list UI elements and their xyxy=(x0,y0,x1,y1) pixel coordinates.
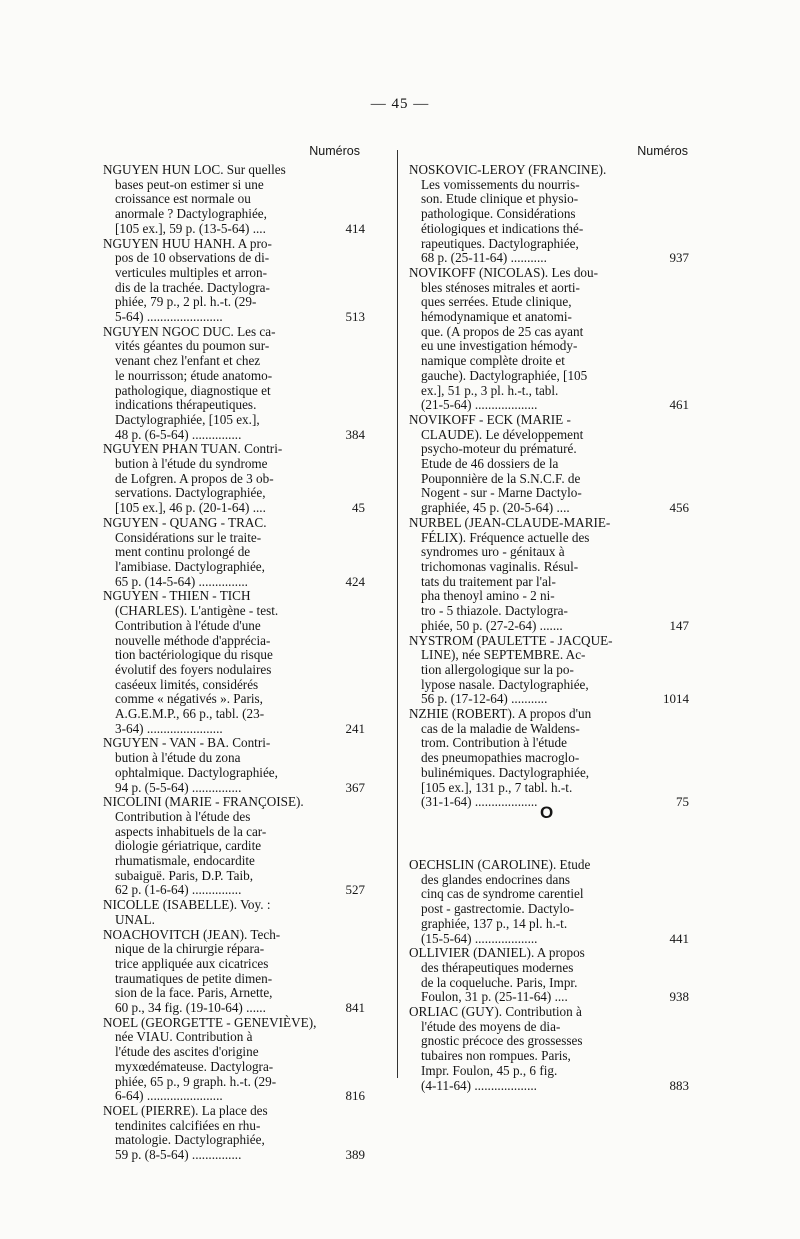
entry-line: CLAUDE). Le développement xyxy=(421,426,584,442)
entry-line: comme « négativés ». Paris, xyxy=(115,691,263,707)
entry-line: rapeutiques. Dactylographiée, xyxy=(421,235,579,251)
entry-line: étiologiques et indications thé- xyxy=(421,220,584,236)
entry-line: NOSKOVIC-LEROY (FRANCINE). xyxy=(409,162,607,177)
entry-line: trichomonas vaginalis. Résul- xyxy=(421,558,579,574)
entry-number: 241 xyxy=(345,720,365,736)
entry-line: [105 ex.], 131 p., 7 tabl. h.-t. xyxy=(421,779,573,795)
entry-line: de Lofgren. A propos de 3 ob- xyxy=(115,470,274,486)
column-header-right: Numéros xyxy=(637,144,688,158)
entry-line: phiée, 79 p., 2 pl. h.-t. (29- xyxy=(115,294,257,310)
section-o-column xyxy=(409,858,689,1093)
entry-line: graphiée, 45 p. (20-5-64) .... xyxy=(421,500,570,516)
bibliography-entry xyxy=(103,514,365,590)
entry-line: de la coqueluche. Paris, Impr. xyxy=(421,974,578,990)
entry-line: gnostic précoce des grossesses xyxy=(421,1033,583,1049)
entry-text xyxy=(409,413,689,516)
entry-line: l'amibiase. Dactylographiée, xyxy=(115,558,265,574)
entry-number: 937 xyxy=(669,250,689,266)
bibliography-entry xyxy=(409,163,689,266)
entry-line: 94 p. (5-5-64) ............... xyxy=(115,779,242,795)
entry-line: 59 p. (8-5-64) ............... xyxy=(115,1147,242,1163)
entry-line: Pouponnière de la S.N.C.F. de xyxy=(421,470,581,486)
entry-line: NZHIE (ROBERT). A propos d'un xyxy=(409,706,592,722)
entry-line: NOEL (PIERRE). La place des xyxy=(103,1103,268,1118)
entry-text xyxy=(103,589,361,736)
entry-line: NGUYEN NGOC DUC. Les ca- xyxy=(103,323,276,339)
entry-line: Etude de 46 dossiers de la xyxy=(421,456,559,472)
entry-line: des thérapeutiques modernes xyxy=(421,959,574,975)
entry-text xyxy=(409,1005,689,1093)
entry-line: croissance est normale ou xyxy=(115,191,251,207)
column-divider xyxy=(397,150,398,1078)
entry-line: évolutif des foyers nodulaires xyxy=(115,661,272,677)
entry-line: Contribution à l'étude des xyxy=(115,808,251,824)
entry-line: NGUYEN HUN LOC. Sur quelles xyxy=(103,162,286,177)
bibliography-entry xyxy=(103,588,365,736)
entry-number: 367 xyxy=(345,779,365,795)
entry-text xyxy=(409,946,689,1005)
entry-line: NOACHOVITCH (JEAN). Tech- xyxy=(103,926,281,942)
entry-line: nouvelle méthode d'apprécia- xyxy=(115,632,271,648)
entry-text xyxy=(409,163,689,266)
entry-line: trice appliquée aux cicatrices xyxy=(115,955,269,971)
entry-number: 527 xyxy=(345,882,365,898)
entry-line: NGUYEN PHAN TUAN. Contri- xyxy=(103,441,283,457)
entry-line: 65 p. (14-5-64) ............... xyxy=(115,573,248,589)
entry-line: NOVIKOFF (NICOLAS). Les dou- xyxy=(409,264,599,280)
entry-line: NGUYEN - THIEN - TICH xyxy=(103,588,251,604)
entry-line: Foulon, 31 p. (25-11-64) .... xyxy=(421,989,568,1005)
entry-text xyxy=(103,736,361,795)
entry-line: NURBEL (JEAN-CLAUDE-MARIE- xyxy=(409,514,611,530)
entry-line: des glandes endocrines dans xyxy=(421,871,571,887)
entry-number: 441 xyxy=(669,930,689,946)
entry-line: (31-1-64) ................... xyxy=(421,794,538,810)
entry-line: dis de la trachée. Dactylogra- xyxy=(115,279,270,295)
entry-number: 513 xyxy=(345,309,365,325)
entry-line: matologie. Dactylographiée, xyxy=(115,1132,265,1148)
entry-line: pathologique. Considérations xyxy=(421,206,576,222)
entry-line: 62 p. (1-6-64) ............... xyxy=(115,882,242,898)
entry-line: bles sténoses mitrales et aorti- xyxy=(421,279,580,295)
entry-line: ex.], 51 p., 3 pl. h.-t., tabl. xyxy=(421,382,559,398)
entry-line: des pneumopathies macroglo- xyxy=(421,750,580,766)
bibliography-entry xyxy=(409,1005,689,1093)
entry-line: Les vomissements du nourris- xyxy=(421,176,580,192)
entry-line: pha thenoyl amino - 2 ni- xyxy=(421,588,555,604)
entry-line: vités géantes du poumon sur- xyxy=(115,338,270,354)
entry-text xyxy=(103,1016,361,1104)
entry-line: (4-11-64) ................... xyxy=(421,1077,537,1093)
entry-line: Contribution à l'étude d'une xyxy=(115,617,261,633)
entry-line: venant chez l'enfant et chez xyxy=(115,353,261,369)
bibliography-entry xyxy=(409,634,689,708)
entry-line: nique de la chirurgie répara- xyxy=(115,941,265,957)
entry-line: verticules multiples et arron- xyxy=(115,264,267,280)
entry-line: ORLIAC (GUY). Contribution à xyxy=(409,1004,582,1020)
entry-line: NOEL (GEORGETTE - GENEVIÈVE), xyxy=(103,1014,317,1030)
entry-line: anormale ? Dactylographiée, xyxy=(115,206,267,222)
page-number: — 45 — xyxy=(370,96,430,112)
entry-line: 3-64) ....................... xyxy=(115,720,223,736)
entry-line: namique complète droite et xyxy=(421,353,565,369)
entry-line: [105 ex.], 59 p. (13-5-64) .... xyxy=(115,220,266,236)
entry-line: A.G.E.M.P., 66 p., tabl. (23- xyxy=(115,706,265,722)
bibliography-entry xyxy=(103,898,361,927)
entry-line: son. Etude clinique et physio- xyxy=(421,191,579,207)
entry-line: eu une investigation hémody- xyxy=(421,338,578,354)
entry-line: ques serrées. Etude clinique, xyxy=(421,294,572,310)
entry-line: hémodynamique et anatomi- xyxy=(421,309,572,325)
entry-line: psycho-moteur du prématuré. xyxy=(421,441,577,457)
entry-line: tion bactériologique du risque xyxy=(115,647,273,663)
entry-line: syndromes uro - génitaux à xyxy=(421,544,565,560)
entry-text xyxy=(103,442,361,516)
entry-line: 56 p. (17-12-64) ........... xyxy=(421,691,548,707)
entry-line: tendinites calcifiées en rhu- xyxy=(115,1117,261,1133)
entry-number: 816 xyxy=(345,1088,365,1104)
entry-line: 5-64) ....................... xyxy=(115,309,223,325)
entry-text xyxy=(103,163,361,237)
entry-line: myxœdémateuse. Dactylogra- xyxy=(115,1058,274,1074)
entry-line: post - gastrectomie. Dactylo- xyxy=(421,901,575,917)
entry-number: 45 xyxy=(352,500,365,516)
bibliography-entry xyxy=(103,1103,365,1163)
entry-line: Impr. Foulon, 45 p., 6 fig. xyxy=(421,1062,558,1078)
entry-line: sion de la face. Paris, Arnette, xyxy=(115,985,273,1001)
entry-text xyxy=(103,795,361,898)
entry-number: 841 xyxy=(345,1000,365,1016)
bibliography-entry xyxy=(103,926,365,1016)
bibliography-entry xyxy=(409,516,689,634)
entry-text xyxy=(409,266,689,413)
entry-line: tats du traitement par l'al- xyxy=(421,573,556,589)
entry-line: OECHSLIN (CAROLINE). Etude xyxy=(409,857,591,872)
entry-line: Nogent - sur - Marne Dactylo- xyxy=(421,485,582,501)
entry-line: subaiguë. Paris, D.P. Taib, xyxy=(115,867,254,883)
entry-line: (21-5-64) ................... xyxy=(421,397,538,413)
entry-line: 48 p. (6-5-64) ............... xyxy=(115,426,242,442)
entry-line: LINE), née SEPTEMBRE. Ac- xyxy=(421,647,586,663)
bibliography-entry xyxy=(103,735,365,795)
entry-line: indications thérapeutiques. xyxy=(115,397,257,413)
entry-line: caséeux limités, considérés xyxy=(115,676,259,692)
entry-text xyxy=(103,1104,361,1163)
entry-line: tro - 5 thiazole. Dactylogra- xyxy=(421,603,568,619)
entry-text xyxy=(103,516,361,590)
entry-line: NYSTROM (PAULETTE - JACQUE- xyxy=(409,632,613,648)
entry-line: phiée, 50 p. (27-2-64) ....... xyxy=(421,617,563,633)
bibliography-entry xyxy=(103,235,365,325)
entry-line: gauche). Dactylographiée, [105 xyxy=(421,367,588,383)
entry-line: graphiée, 137 p., 14 pl. h.-t. xyxy=(421,915,568,931)
entry-line: bulinémiques. Dactylographiée, xyxy=(421,764,590,780)
entry-line: l'étude des ascites d'origine xyxy=(115,1044,259,1060)
entry-text xyxy=(409,516,689,634)
bibliography-entry xyxy=(409,266,689,413)
entry-text xyxy=(409,634,689,708)
entry-line: aspects inhabituels de la car- xyxy=(115,823,267,839)
bibliography-entry xyxy=(103,162,365,237)
right-column xyxy=(409,163,689,810)
entry-text xyxy=(103,237,361,325)
entry-line: OLLIVIER (DANIEL). A propos xyxy=(409,945,585,961)
entry-text xyxy=(409,858,689,946)
bibliography-entry xyxy=(103,441,365,516)
entry-line: Considérations sur le traite- xyxy=(115,529,262,545)
entry-line: tubaires non rompues. Paris, xyxy=(421,1048,571,1064)
entry-line: NGUYEN HUU HANH. A pro- xyxy=(103,235,272,251)
entry-line: cinq cas de syndrome carentiel xyxy=(421,886,584,902)
bibliography-entry xyxy=(103,323,365,443)
entry-line: NICOLINI (MARIE - FRANÇOISE). xyxy=(103,794,304,810)
entry-number: 938 xyxy=(669,989,689,1005)
entry-line: l'étude des moyens de dia- xyxy=(421,1018,561,1034)
section-letter: O xyxy=(540,803,554,822)
entry-line: ophtalmique. Dactylographiée, xyxy=(115,764,278,780)
bibliography-entry xyxy=(409,946,689,1005)
entry-number: 147 xyxy=(669,617,689,633)
entry-line: (15-5-64) ................... xyxy=(421,930,538,946)
entry-number: 424 xyxy=(345,573,365,589)
entry-number: 1014 xyxy=(663,691,689,707)
entry-text xyxy=(103,928,361,1016)
column-header-left: Numéros xyxy=(309,144,360,158)
entry-number: 883 xyxy=(669,1077,689,1093)
entry-line: trom. Contribution à l'étude xyxy=(421,735,567,751)
entry-line: cas de la maladie de Waldens- xyxy=(421,720,580,736)
entry-text xyxy=(103,325,361,443)
entry-number: 384 xyxy=(345,426,365,442)
entry-line: ment continu prolongé de xyxy=(115,544,251,560)
entry-line: diologie gériatrique, cardite xyxy=(115,838,262,854)
entry-line: pos de 10 observations de di- xyxy=(115,250,270,266)
entry-line: pathologique, diagnostique et xyxy=(115,382,271,398)
entry-text xyxy=(103,898,361,927)
entry-line: que. (A propos de 25 cas ayant xyxy=(421,323,584,339)
bibliography-entry xyxy=(409,413,689,516)
entry-number: 389 xyxy=(345,1147,365,1163)
entry-number: 456 xyxy=(669,500,689,516)
entry-line: Dactylographiée, [105 ex.], xyxy=(115,411,260,427)
entry-line: bution à l'étude du zona xyxy=(115,750,241,766)
entry-line: UNAL. xyxy=(115,911,155,927)
entry-line: née VIAU. Contribution à xyxy=(115,1029,253,1045)
bibliography-entry xyxy=(409,858,689,946)
entry-line: 6-64) ....................... xyxy=(115,1088,223,1104)
entry-line: rhumatismale, endocardite xyxy=(115,853,255,869)
entry-line: [105 ex.], 46 p. (20-1-64) .... xyxy=(115,500,266,516)
entry-line: 68 p. (25-11-64) ........... xyxy=(421,250,547,266)
entry-text xyxy=(409,707,689,810)
entry-line: bases peut-on estimer si une xyxy=(115,176,264,192)
entry-line: NOVIKOFF - ECK (MARIE - xyxy=(409,411,571,427)
bibliography-entry xyxy=(103,1014,365,1104)
entry-line: NGUYEN - QUANG - TRAC. xyxy=(103,514,267,530)
entry-number: 75 xyxy=(676,794,689,810)
entry-line: lypose nasale. Dactylographiée, xyxy=(421,676,589,692)
entry-line: servations. Dactylographiée, xyxy=(115,485,266,501)
entry-line: NGUYEN - VAN - BA. Contri- xyxy=(103,735,271,751)
entry-line: NICOLLE (ISABELLE). Voy. : xyxy=(103,897,271,913)
entry-line: le nourrisson; étude anatomo- xyxy=(115,367,273,383)
entry-number: 461 xyxy=(669,397,689,413)
left-column xyxy=(103,162,365,1163)
entry-line: bution à l'étude du syndrome xyxy=(115,456,268,472)
entry-line: FÉLIX). Fréquence actuelle des xyxy=(421,529,590,545)
entry-line: (CHARLES). L'antigène - test. xyxy=(115,603,279,619)
entry-line: 60 p., 34 fig. (19-10-64) ...... xyxy=(115,1000,266,1016)
entry-number: 414 xyxy=(345,220,365,236)
entry-line: tion allergologique sur la po- xyxy=(421,661,574,677)
entry-line: phiée, 65 p., 9 graph. h.-t. (29- xyxy=(115,1073,277,1089)
bibliography-entry xyxy=(103,794,365,898)
entry-line: traumatiques de petite dimen- xyxy=(115,970,273,986)
bibliography-entry xyxy=(409,707,689,810)
